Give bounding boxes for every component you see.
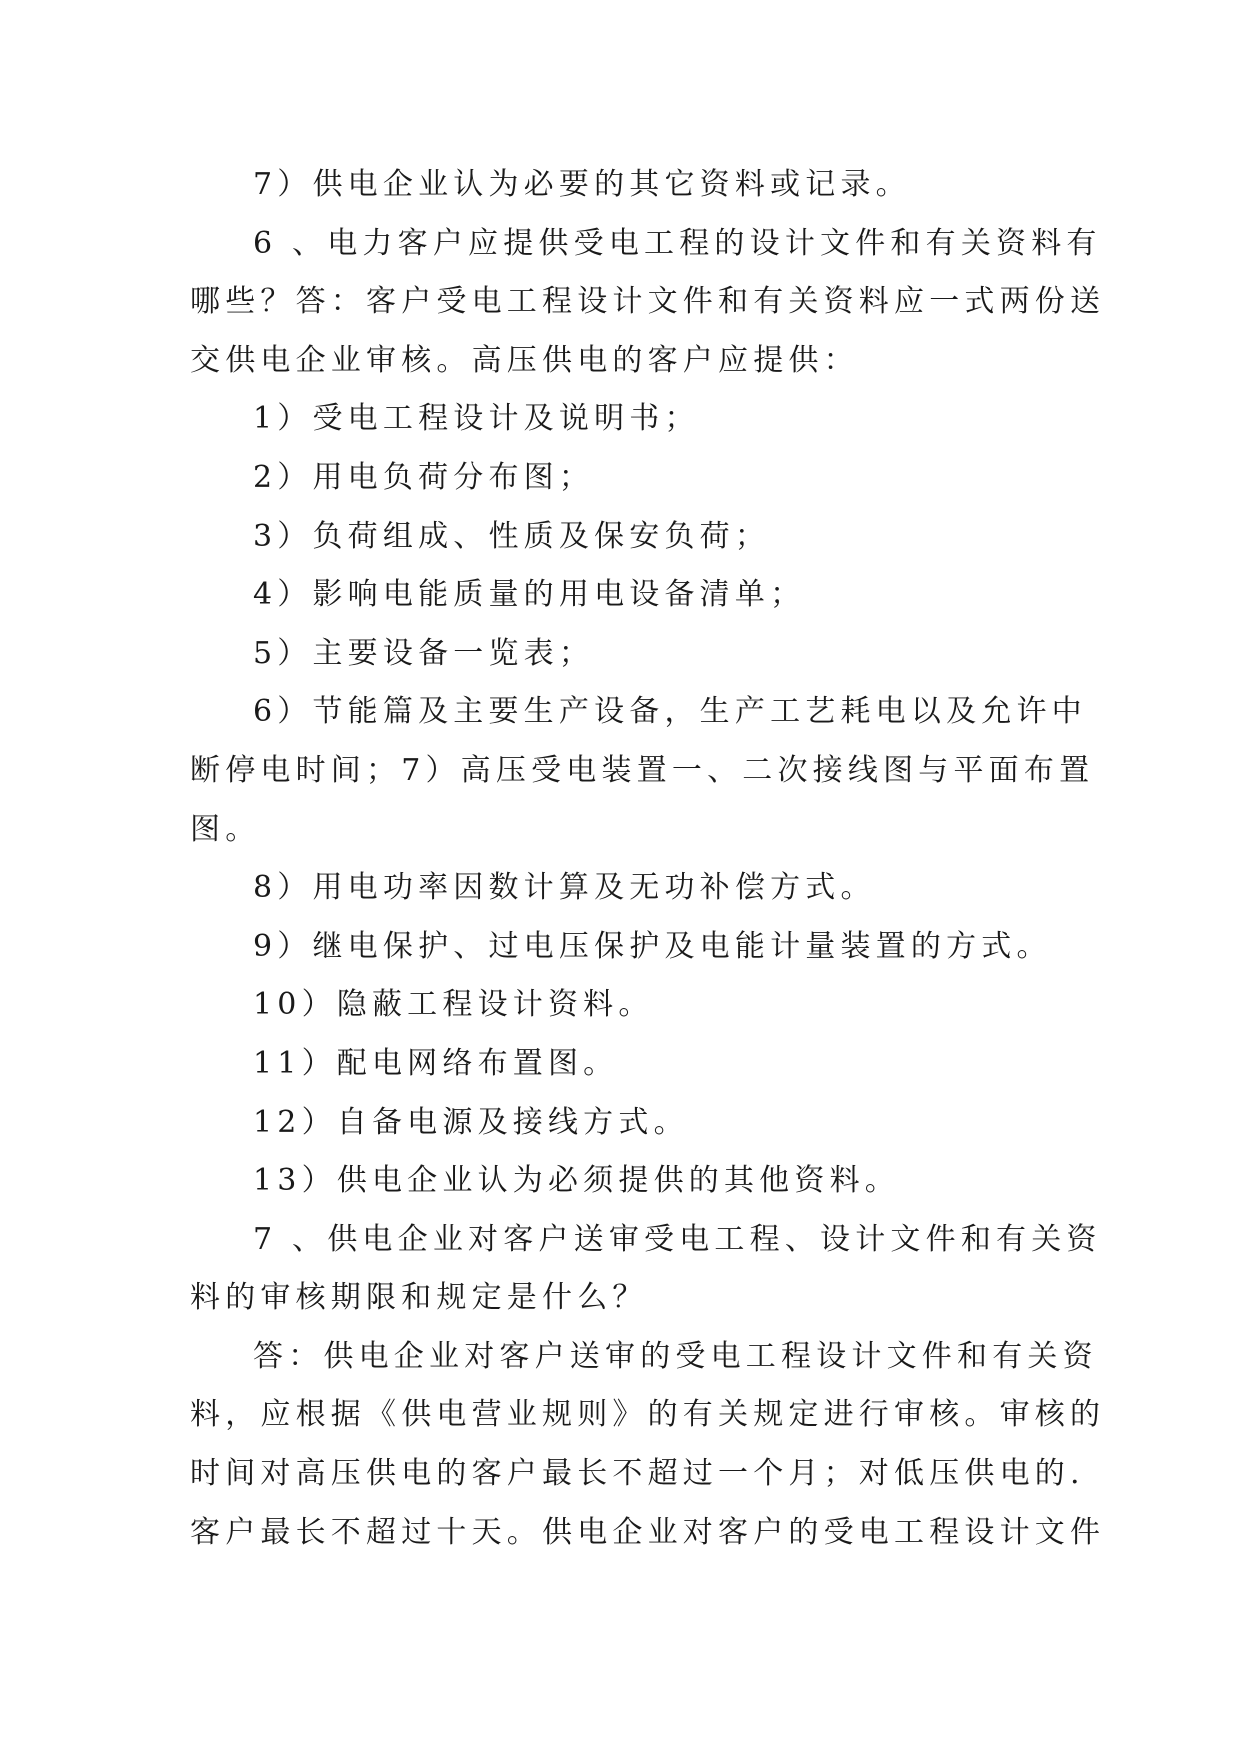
list-item-12: 12）自备电源及接线方式。 bbox=[253, 1104, 689, 1140]
question-6-answer-line-1: 哪些？答：客户受电工程设计文件和有关资料应一式两份送 bbox=[190, 284, 1106, 320]
question-7-heading-continued: 料的审核期限和规定是什么？ bbox=[190, 1280, 648, 1316]
list-item-3: 3）负荷组成、性质及保安负荷； bbox=[253, 518, 771, 554]
question-7-heading: 7 、供电企业对客户送审受电工程、设计文件和有关资 bbox=[253, 1221, 1102, 1257]
list-item-6-continued: 断停电时间；7）高压受电装置一、二次接线图与平面布置 bbox=[190, 752, 1095, 788]
question-6-heading: 6 、电力客户应提供受电工程的设计文件和有关资料有 bbox=[253, 225, 1102, 261]
list-item-10: 10）隐蔽工程设计资料。 bbox=[253, 987, 654, 1023]
list-item-4: 4）影响电能质量的用电设备清单； bbox=[253, 577, 806, 613]
list-item-7-continued: 图。 bbox=[190, 811, 261, 847]
list-item-11: 11）配电网络布置图。 bbox=[253, 1045, 619, 1081]
question-7-answer-line-3: 时间对高压供电的客户最长不超过一个月；对低压供电的. bbox=[190, 1456, 1085, 1492]
list-item-1: 1）受电工程设计及说明书； bbox=[253, 401, 700, 437]
list-item-7-other-records: 7）供电企业认为必要的其它资料或记录。 bbox=[253, 167, 911, 202]
list-item-2: 2）用电负荷分布图； bbox=[253, 459, 595, 495]
list-item-9: 9）继电保护、过电压保护及电能计量装置的方式。 bbox=[253, 928, 1052, 964]
question-7-answer-line-1: 答：供电企业对客户送审的受电工程设计文件和有关资 bbox=[253, 1338, 1098, 1374]
list-item-8: 8）用电功率因数计算及无功补偿方式。 bbox=[253, 870, 876, 906]
question-6-answer-line-2: 交供电企业审核。高压供电的客户应提供： bbox=[190, 342, 859, 378]
question-7-answer-line-2: 料，应根据《供电营业规则》的有关规定进行审核。审核的 bbox=[190, 1397, 1106, 1433]
list-item-13: 13）供电企业认为必须提供的其他资料。 bbox=[253, 1163, 900, 1199]
list-item-5: 5）主要设备一览表； bbox=[253, 635, 595, 671]
list-item-6: 6）节能篇及主要生产设备，生产工艺耗电以及允许中 bbox=[253, 694, 1087, 730]
question-7-answer-line-4: 客户最长不超过十天。供电企业对客户的受电工程设计文件 bbox=[190, 1514, 1106, 1550]
document-body bbox=[190, 156, 1106, 1562]
